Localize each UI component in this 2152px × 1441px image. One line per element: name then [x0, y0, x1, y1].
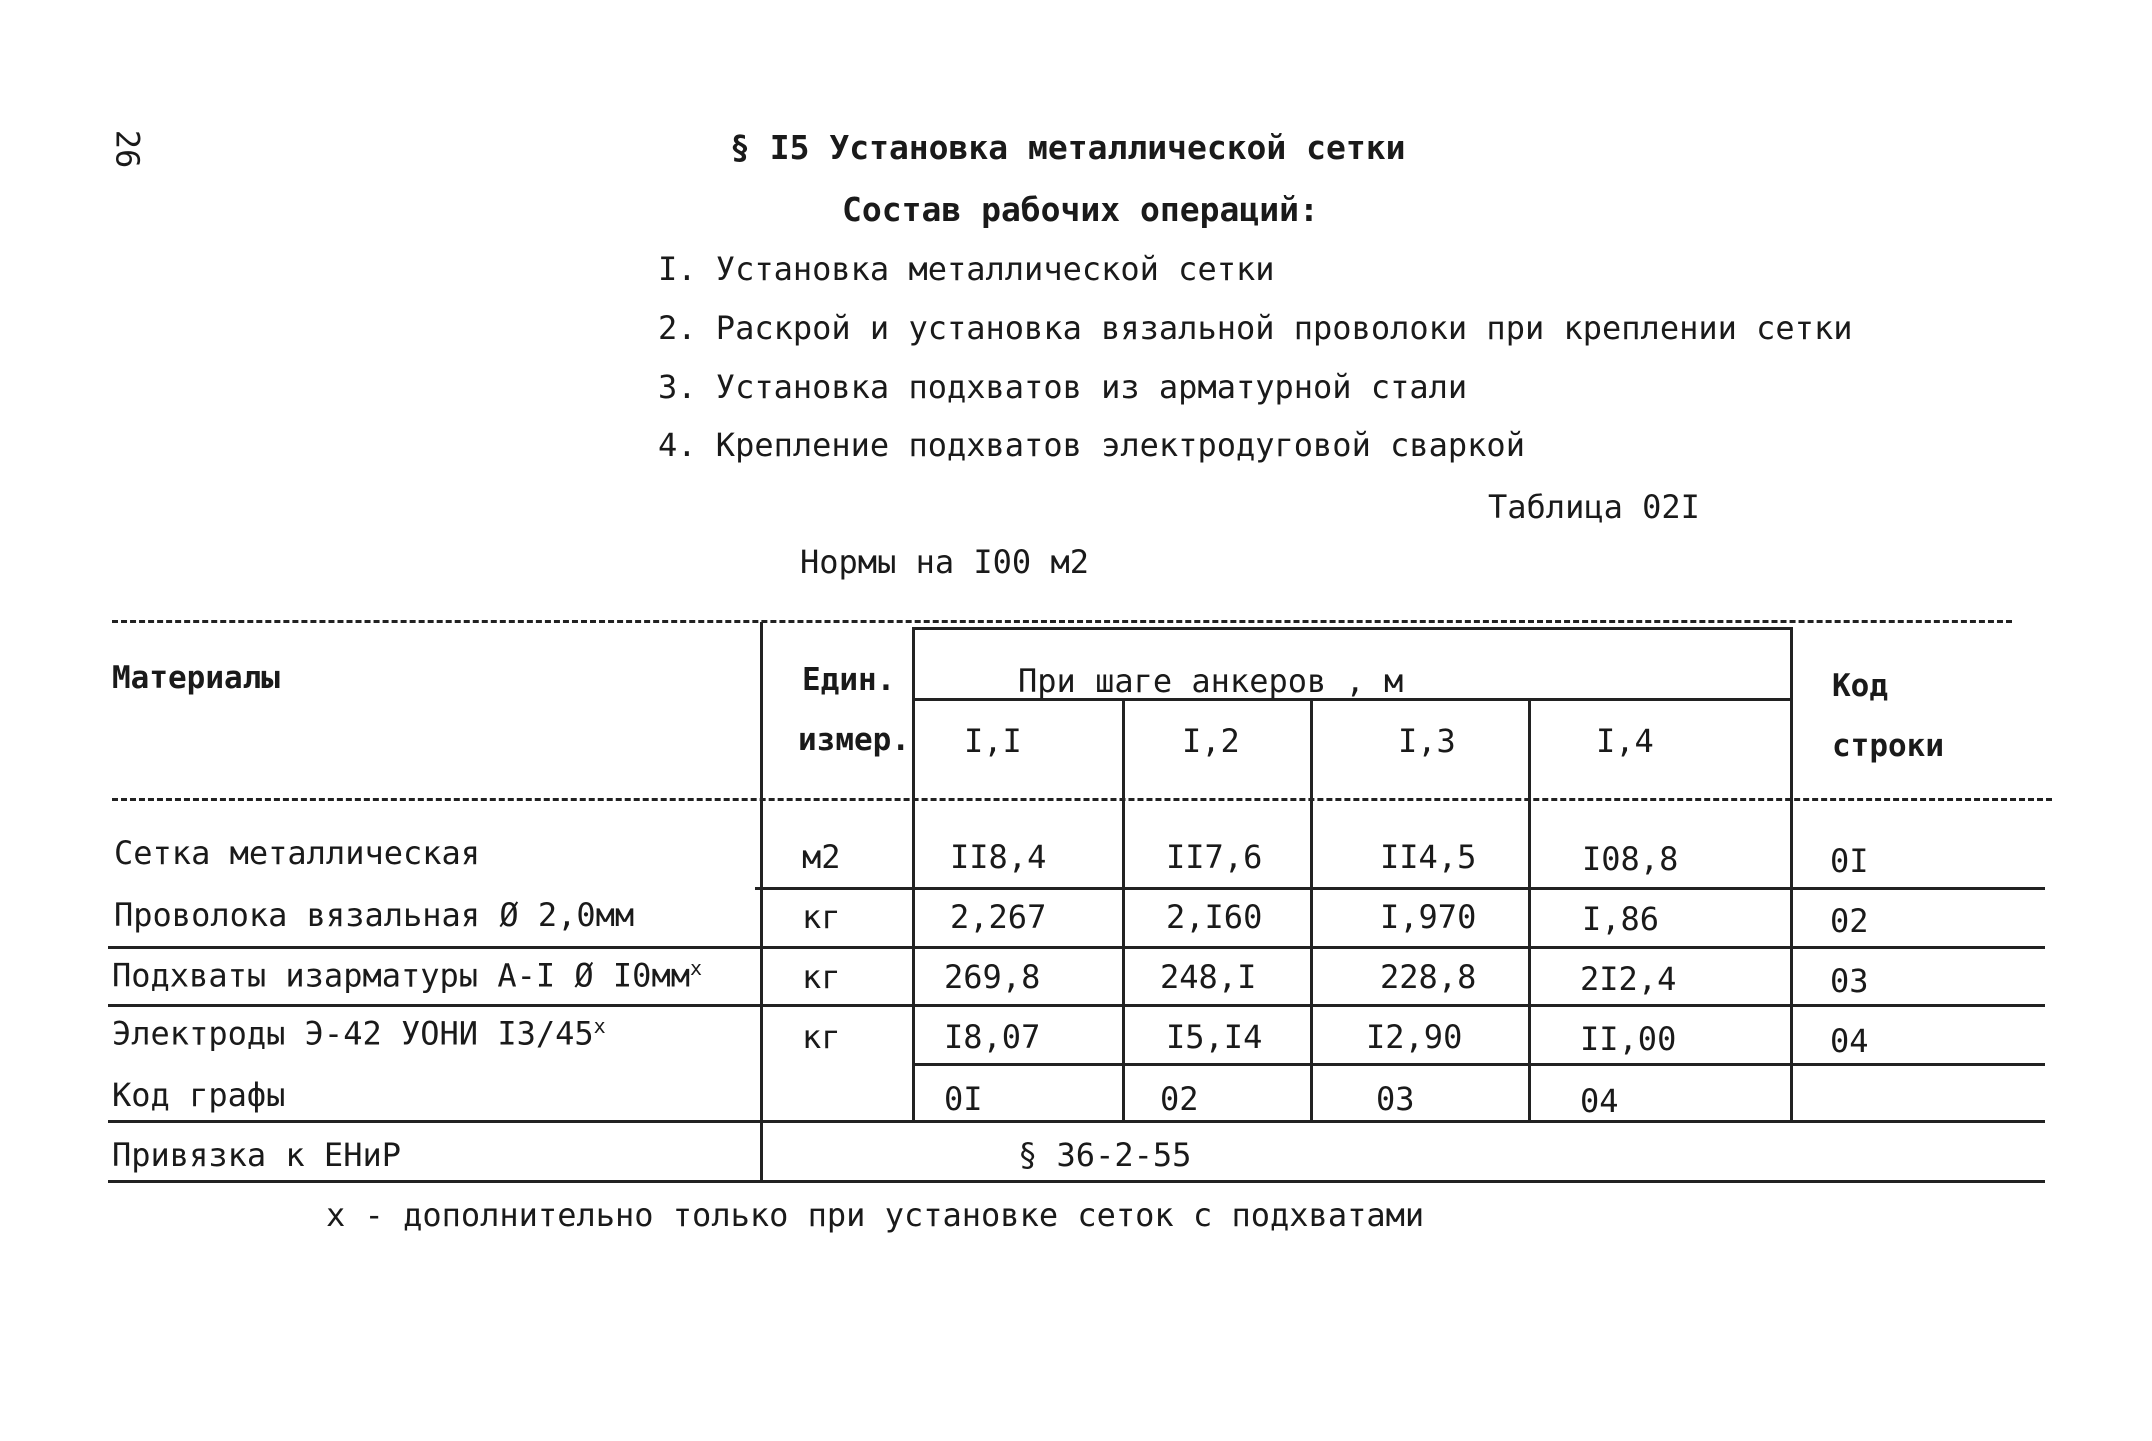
row-unit: м2	[802, 838, 841, 876]
col-header-code-2: строки	[1832, 728, 1944, 764]
graph-code: 04	[1580, 1082, 1619, 1120]
section-subtitle: Состав рабочих операций:	[842, 190, 1319, 229]
row-value: II,00	[1580, 1020, 1677, 1058]
graph-code: 02	[1160, 1080, 1199, 1118]
row-value: 2I2,4	[1580, 960, 1677, 998]
row-code: 02	[1830, 902, 1869, 940]
graph-code-label: Код графы	[112, 1076, 286, 1114]
norms-label: Нормы на I00 м2	[800, 543, 1089, 581]
row-material: Подхваты изарматуры А-I Ø $I0мм^x$	[112, 956, 703, 995]
col-header-unit-1: Един.	[802, 662, 896, 698]
binding-value: § 36-2-55	[1018, 1136, 1192, 1174]
row-value: I08,8	[1582, 840, 1679, 878]
row-value: 248,I	[1160, 958, 1257, 996]
row-material: Электроды Э-42 УОНИ I3/45$^x$	[112, 1014, 606, 1053]
col-header-step: I,I	[964, 722, 1022, 760]
section-title: § I5 Установка металлической сетки	[730, 128, 1406, 167]
col-header-step-group: При шаге анкеров , м	[1018, 662, 1404, 700]
graph-code: 0I	[944, 1080, 983, 1118]
row-value: I5,I4	[1166, 1018, 1263, 1056]
row-value: 2,267	[950, 898, 1047, 936]
col-header-step: I,2	[1182, 722, 1240, 760]
operation-item: 2. Раскрой и установка вязальной проволоки при креплении сетки	[658, 309, 1853, 347]
row-material: Проволока вязальная Ø 2,0мм	[114, 896, 635, 934]
col-header-materials: Материалы	[112, 660, 280, 696]
row-value: I,86	[1582, 900, 1660, 938]
row-unit: кг	[802, 898, 841, 936]
table-label: Таблица 02I	[1488, 488, 1700, 526]
row-material: Сетка металлическая	[114, 834, 481, 872]
row-value: II7,6	[1166, 838, 1263, 876]
operation-item: I. Установка металлической сетки	[658, 250, 1275, 288]
row-value: 228,8	[1380, 958, 1477, 996]
page-number: 26	[108, 129, 147, 169]
row-unit: кг	[802, 958, 841, 996]
col-header-step: I,3	[1398, 722, 1456, 760]
row-value: I8,07	[944, 1018, 1041, 1056]
footnote: х - дополнительно только при установке сеток с подхватами	[326, 1196, 1425, 1234]
row-value: II8,4	[950, 838, 1047, 876]
row-value: II4,5	[1380, 838, 1477, 876]
row-value: I,970	[1380, 898, 1477, 936]
binding-label: Привязка к ЕНиР	[112, 1136, 401, 1174]
row-value: 2,I60	[1166, 898, 1263, 936]
graph-code: 03	[1376, 1080, 1415, 1118]
operation-item: 3. Установка подхватов из арматурной стали	[658, 368, 1468, 406]
row-value: I2,90	[1366, 1018, 1463, 1056]
col-header-unit-2: измер.	[798, 722, 910, 758]
row-code: 0I	[1830, 842, 1869, 880]
row-value: 269,8	[944, 958, 1041, 996]
operation-item: 4. Крепление подхватов электродуговой сваркой	[658, 426, 1525, 464]
footnote-mark: x	[593, 1014, 606, 1038]
row-code: 03	[1830, 962, 1869, 1000]
row-code: 04	[1830, 1022, 1869, 1060]
col-header-code-1: Код	[1832, 668, 1888, 704]
footnote-mark: x	[689, 956, 703, 980]
col-header-step: I,4	[1596, 722, 1654, 760]
row-unit: кг	[802, 1018, 841, 1056]
